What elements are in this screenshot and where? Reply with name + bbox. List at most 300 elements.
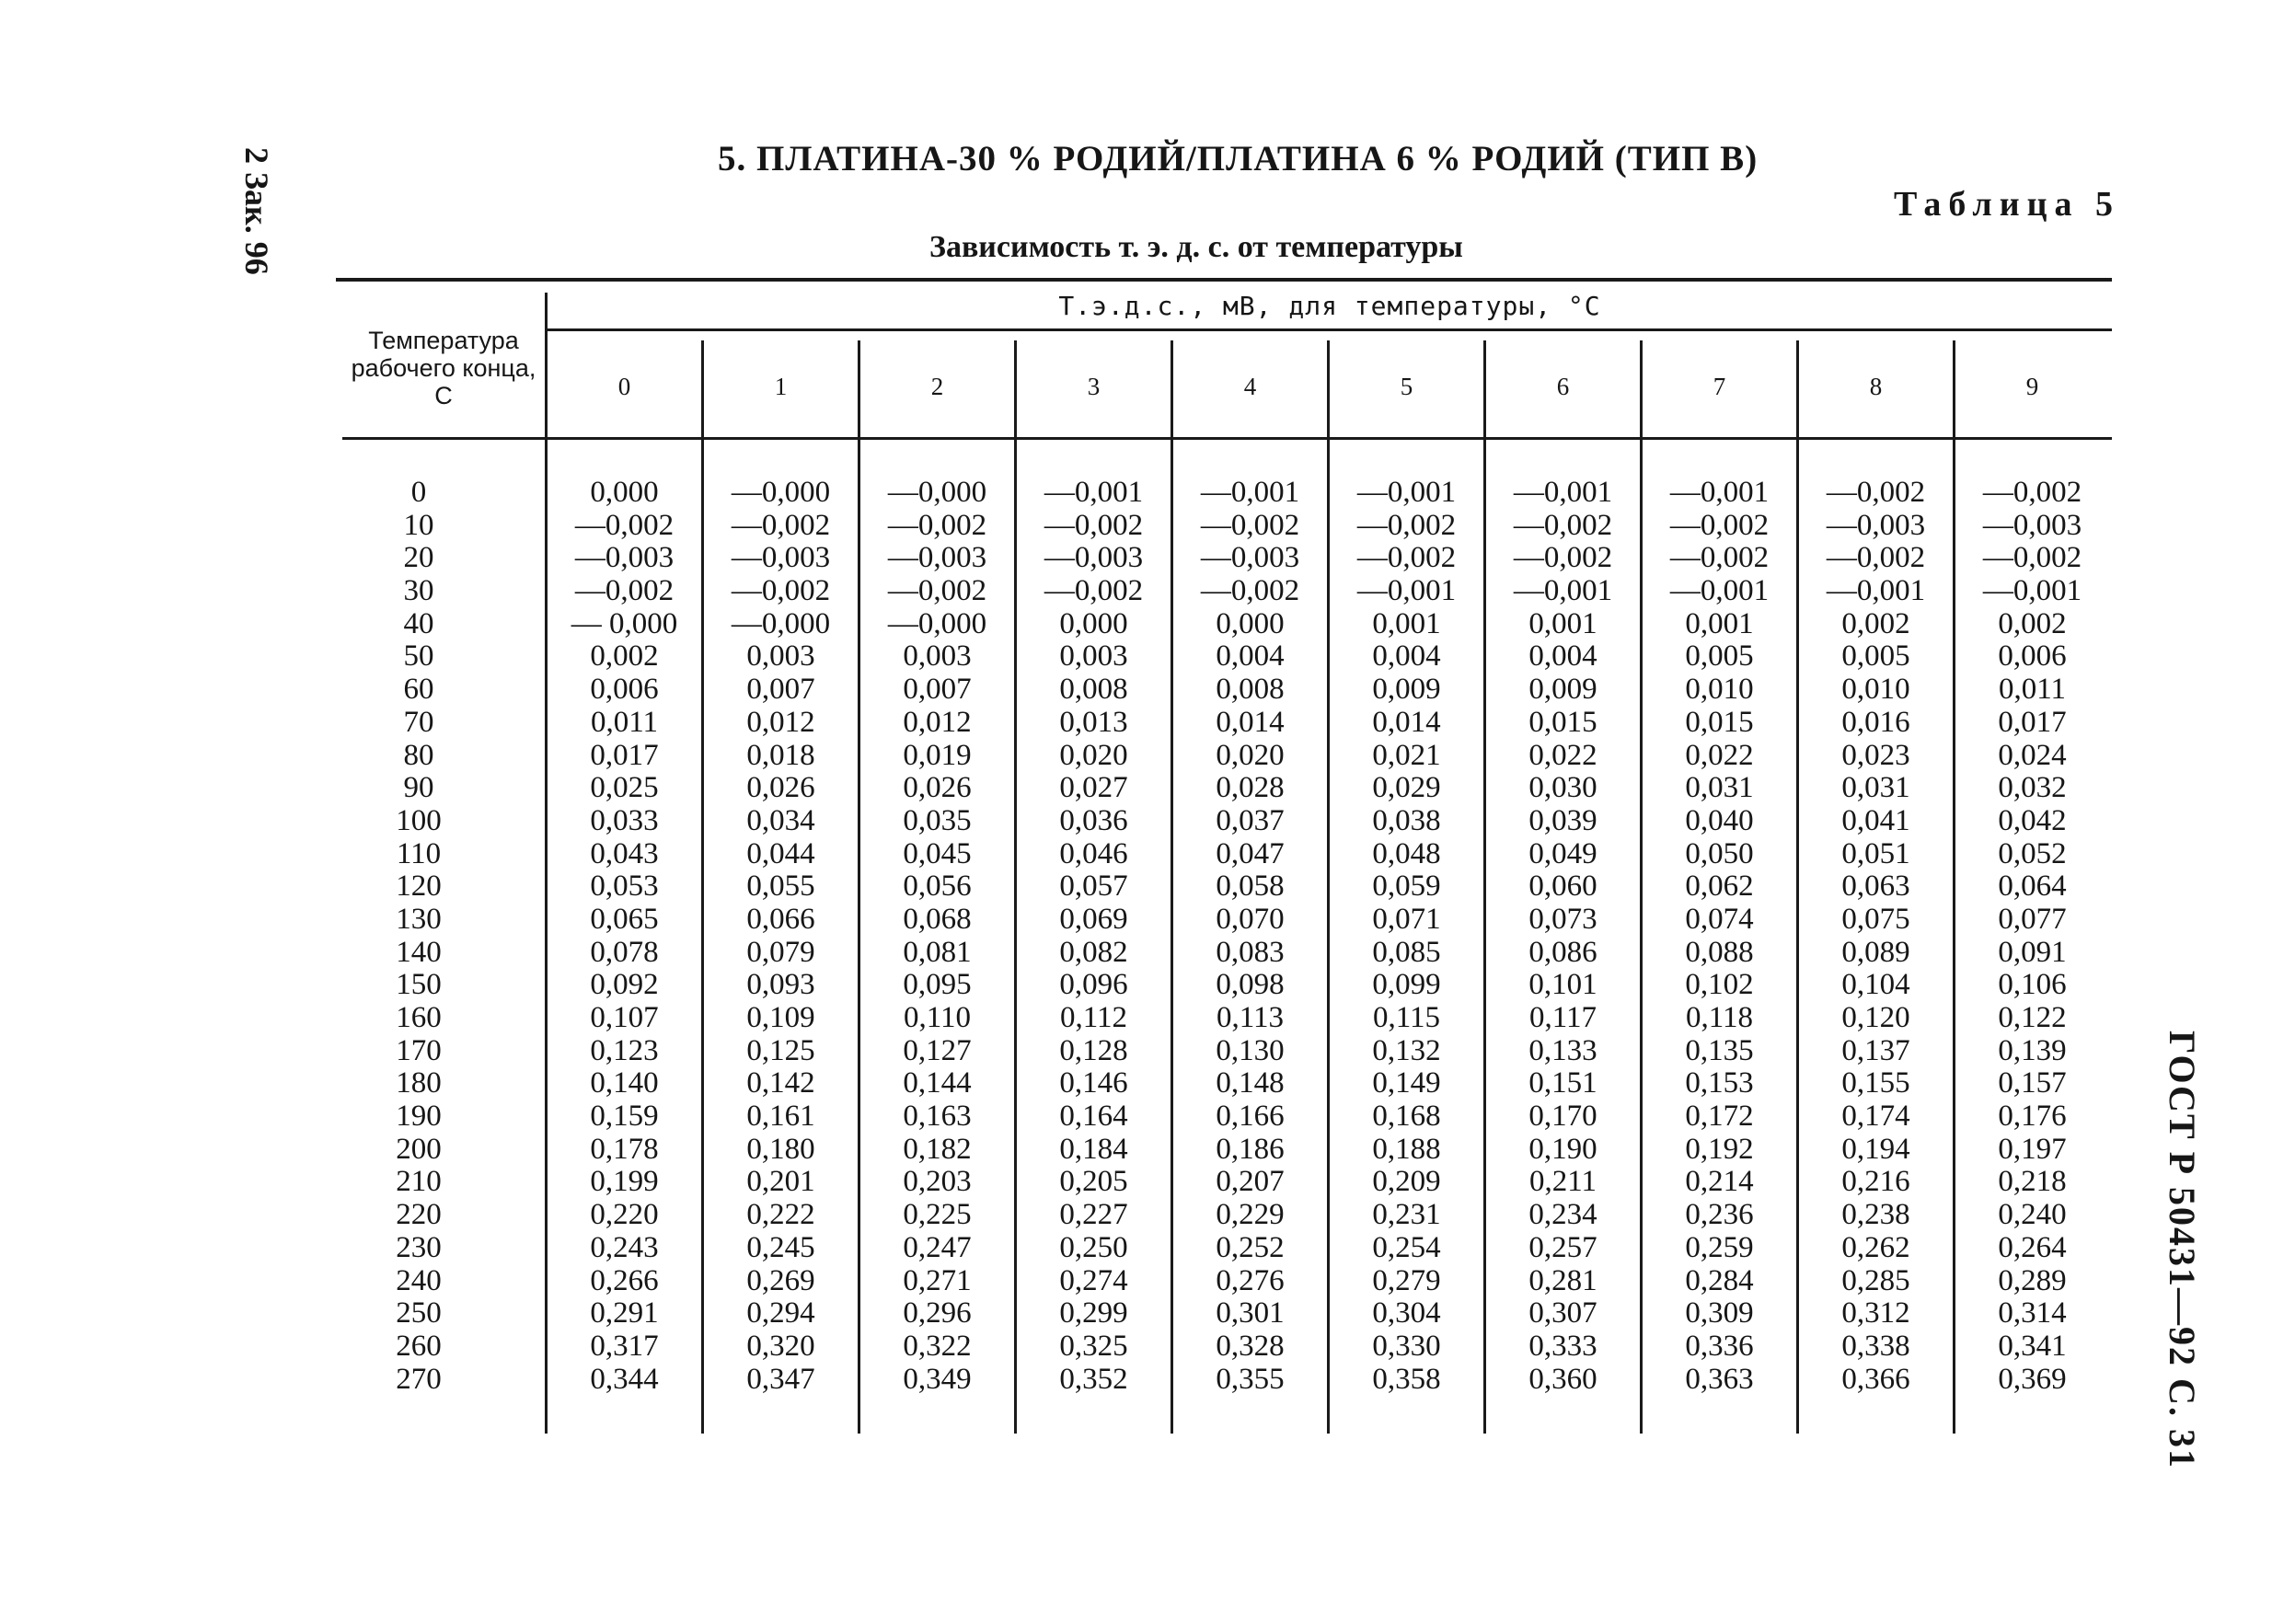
table-cell: 0,012 [903, 705, 972, 739]
table-cell: 0,004 [1216, 639, 1285, 674]
temperature-cell: 120 [396, 870, 442, 904]
table-cell: 0,220 [590, 1198, 659, 1232]
table-cell: 0,285 [1841, 1263, 1910, 1297]
temperature-cell: 80 [403, 738, 434, 772]
table-cell: 0,008 [1059, 673, 1128, 707]
value-column-3 [1017, 477, 1171, 1396]
table-cell: —0,001 [1826, 574, 1926, 608]
standard-reference: ГОСТ Р 50431—92 С. 31 [2162, 1031, 2203, 1469]
table-cell: 0,057 [1059, 870, 1128, 904]
table-cell: 0,009 [1372, 673, 1441, 707]
table-cell: 0,095 [903, 968, 972, 1002]
table-cell: 0,225 [903, 1198, 972, 1232]
table-cell: 0,352 [1059, 1362, 1128, 1396]
column-header-1: 1 [774, 373, 788, 400]
temperature-cell: 200 [396, 1132, 442, 1166]
table-cell: 0,092 [590, 968, 659, 1002]
table-cell: 0,166 [1216, 1100, 1285, 1134]
table-cell: 0,231 [1372, 1198, 1441, 1232]
table-cell: 0,170 [1528, 1100, 1597, 1134]
table-cell: —0,002 [1200, 574, 1300, 608]
table-cell: 0,025 [590, 771, 659, 805]
table-cell: 0,029 [1372, 771, 1441, 805]
table-cell: 0,010 [1685, 673, 1754, 707]
value-column-5 [1330, 477, 1483, 1396]
table-cell: —0,003 [1200, 541, 1300, 575]
table-cell: 0,001 [1372, 606, 1441, 640]
table-cell: 0,301 [1216, 1296, 1285, 1330]
table-cell: —0,002 [1982, 476, 2082, 509]
table-cell: 0,264 [1998, 1230, 2067, 1264]
span-header: Т.э.д.с., мВ, для температуры, °С [1058, 291, 1601, 321]
temperature-column [363, 477, 474, 1396]
table-cell: 0,034 [746, 803, 815, 837]
column-header-5: 5 [1400, 373, 1413, 400]
table-cell: 0,182 [903, 1132, 972, 1166]
table-cell: 0,184 [1059, 1132, 1128, 1166]
value-column-7 [1643, 477, 1796, 1396]
header-bottom-rule [342, 437, 2112, 440]
table-cell: 0,038 [1372, 803, 1441, 837]
table-cell: 0,314 [1998, 1296, 2067, 1330]
table-cell: 0,110 [903, 1001, 972, 1034]
table-cell: —0,001 [1200, 476, 1300, 509]
table-cell: 0,022 [1685, 738, 1754, 772]
table-cell: —0,002 [887, 574, 987, 608]
column-header-6: 6 [1556, 373, 1570, 400]
table-cell: 0,056 [903, 870, 972, 904]
table-top-rule [336, 278, 2112, 282]
temperature-cell: 190 [396, 1100, 442, 1134]
table-cell: 0,011 [590, 705, 659, 739]
temperature-cell: 10 [403, 508, 434, 542]
table-cell: 0,291 [590, 1296, 659, 1330]
table-cell: 0,052 [1998, 836, 2067, 870]
table-cell: —0,002 [1826, 541, 1926, 575]
table-cell: —0,002 [731, 508, 831, 542]
table-cell: 0,180 [746, 1132, 815, 1166]
table-cell: 0,157 [1998, 1066, 2067, 1100]
table-cell: 0,144 [903, 1066, 972, 1100]
span-header-rule [548, 328, 2112, 331]
column-header-2: 2 [930, 373, 944, 400]
table-cell: 0,296 [903, 1296, 972, 1330]
table-cell: 0,117 [1528, 1001, 1597, 1034]
table-cell: 0,355 [1216, 1362, 1285, 1396]
table-cell: 0,192 [1685, 1132, 1754, 1166]
table-cell: 0,068 [903, 902, 972, 936]
table-cell: 0,123 [590, 1033, 659, 1067]
table-cell: 0,135 [1685, 1033, 1754, 1067]
table-cell: 0,033 [590, 803, 659, 837]
table-cell: 0,001 [1528, 606, 1597, 640]
table-cell: 0,101 [1528, 968, 1597, 1002]
table-cell: 0,294 [746, 1296, 815, 1330]
table-cell: 0,018 [746, 738, 815, 772]
value-column-1 [704, 477, 858, 1396]
column-header-3: 3 [1087, 373, 1101, 400]
table-cell: 0,031 [1685, 771, 1754, 805]
table-cell: 0,083 [1216, 935, 1285, 969]
table-cell: 0,369 [1998, 1362, 2067, 1396]
table-cell: 0,199 [590, 1165, 659, 1199]
section-title: 5. ПЛАТИНА-30 % РОДИЙ/ПЛАТИНА 6 % РОДИЙ (ТИП В) [718, 139, 1759, 179]
table-cell: 0,216 [1841, 1165, 1910, 1199]
table-cell: 0,006 [590, 673, 659, 707]
table-cell: —0,002 [1826, 476, 1926, 509]
value-column-9 [1955, 477, 2109, 1396]
table-cell: 0,009 [1528, 673, 1597, 707]
table-cell: 0,020 [1216, 738, 1285, 772]
table-cell: 0,322 [903, 1329, 972, 1363]
table-cell: —0,001 [1669, 476, 1770, 509]
table-cell: 0,012 [746, 705, 815, 739]
table-cell: 0,070 [1216, 902, 1285, 936]
table-cell: 0,093 [746, 968, 815, 1002]
table-cell: 0,046 [1059, 836, 1128, 870]
table-cell: 0,079 [746, 935, 815, 969]
table-cell: —0,002 [1356, 508, 1457, 542]
table-cell: 0,085 [1372, 935, 1441, 969]
table-cell: 0,073 [1528, 902, 1597, 936]
table-cell: 0,153 [1685, 1066, 1754, 1100]
table-cell: 0,000 [1216, 606, 1285, 640]
table-cell: 0,017 [1998, 705, 2067, 739]
table-cell: 0,063 [1841, 870, 1910, 904]
table-cell: 0,133 [1528, 1033, 1597, 1067]
table-cell: 0,013 [1059, 705, 1128, 739]
table-cell: 0,058 [1216, 870, 1285, 904]
table-cell: 0,140 [590, 1066, 659, 1100]
table-cell: 0,074 [1685, 902, 1754, 936]
table-cell: —0,003 [731, 541, 831, 575]
table-cell: —0,000 [887, 606, 987, 640]
table-cell: 0,159 [590, 1100, 659, 1134]
table-cell: —0,002 [1513, 508, 1613, 542]
table-cell: 0,317 [590, 1329, 659, 1363]
table-cell: 0,003 [746, 639, 815, 674]
table-cell: 0,325 [1059, 1329, 1128, 1363]
table-cell: 0,269 [746, 1263, 815, 1297]
table-cell: 0,312 [1841, 1296, 1910, 1330]
table-cell: —0,001 [1669, 574, 1770, 608]
table-cell: 0,304 [1372, 1296, 1441, 1330]
table-cell: 0,336 [1685, 1329, 1754, 1363]
table-cell: 0,026 [746, 771, 815, 805]
table-cell: 0,250 [1059, 1230, 1128, 1264]
row-header: Температура рабочего конца, С [351, 327, 536, 409]
temperature-cell: 210 [396, 1165, 442, 1199]
table-cell: —0,000 [731, 476, 831, 509]
table-cell: 0,005 [1685, 639, 1754, 674]
table-cell: 0,016 [1841, 705, 1910, 739]
table-cell: 0,333 [1528, 1329, 1597, 1363]
temperature-cell: 170 [396, 1033, 442, 1067]
table-cell: 0,176 [1998, 1100, 2067, 1134]
table-cell: 0,118 [1685, 1001, 1754, 1034]
table-cell: —0,001 [1513, 574, 1613, 608]
table-cell: 0,245 [746, 1230, 815, 1264]
table-cell: 0,262 [1841, 1230, 1910, 1264]
table-cell: 0,358 [1372, 1362, 1441, 1396]
table-cell: 0,030 [1528, 771, 1597, 805]
temperature-cell: 60 [403, 673, 434, 707]
table-cell: 0,089 [1841, 935, 1910, 969]
table-cell: —0,000 [887, 476, 987, 509]
table-cell: 0,151 [1528, 1066, 1597, 1100]
table-cell: 0,347 [746, 1362, 815, 1396]
table-cell: 0,102 [1685, 968, 1754, 1002]
table-cell: —0,003 [574, 541, 675, 575]
table-cell: 0,190 [1528, 1132, 1597, 1166]
table-cell: 0,041 [1841, 803, 1910, 837]
table-cell: —0,001 [1513, 476, 1613, 509]
table-cell: 0,254 [1372, 1230, 1441, 1264]
table-cell: —0,001 [1356, 476, 1457, 509]
temperature-cell: 130 [396, 902, 442, 936]
table-cell: 0,104 [1841, 968, 1910, 1002]
table-cell: 0,174 [1841, 1100, 1910, 1134]
table-cell: —0,000 [731, 606, 831, 640]
temperature-cell: 30 [403, 574, 434, 608]
table-cell: 0,002 [1998, 606, 2067, 640]
value-column-0 [548, 477, 701, 1396]
table-cell: 0,048 [1372, 836, 1441, 870]
table-cell: —0,001 [1044, 476, 1144, 509]
table-cell: 0,001 [1685, 606, 1754, 640]
table-cell: 0,161 [746, 1100, 815, 1134]
table-cell: 0,252 [1216, 1230, 1285, 1264]
table-cell: 0,066 [746, 902, 815, 936]
order-note: 2 Зак. 96 [238, 147, 275, 275]
table-cell: —0,002 [1669, 508, 1770, 542]
table-cell: 0,091 [1998, 935, 2067, 969]
table-cell: 0,320 [746, 1329, 815, 1363]
table-cell: —0,002 [574, 574, 675, 608]
table-cell: 0,113 [1216, 1001, 1285, 1034]
table-cell: —0,001 [1982, 574, 2082, 608]
table-cell: 0,014 [1372, 705, 1441, 739]
table-cell: 0,036 [1059, 803, 1128, 837]
table-cell: —0,003 [1982, 508, 2082, 542]
table-cell: 0,062 [1685, 870, 1754, 904]
table-cell: 0,002 [1841, 606, 1910, 640]
table-cell: 0,122 [1998, 1001, 2067, 1034]
table-cell: 0,299 [1059, 1296, 1128, 1330]
table-cell: 0,039 [1528, 803, 1597, 837]
table-cell: 0,266 [590, 1263, 659, 1297]
temperature-cell: 100 [396, 803, 442, 837]
table-cell: 0,209 [1372, 1165, 1441, 1199]
table-cell: 0,019 [903, 738, 972, 772]
table-cell: 0,081 [903, 935, 972, 969]
table-cell: 0,164 [1059, 1100, 1128, 1134]
temperature-cell: 240 [396, 1263, 442, 1297]
table-cell: 0,015 [1685, 705, 1754, 739]
table-cell: 0,007 [746, 673, 815, 707]
table-cell: 0,279 [1372, 1263, 1441, 1297]
table-cell: 0,115 [1372, 1001, 1441, 1034]
table-cell: 0,259 [1685, 1230, 1754, 1264]
table-cell: 0,107 [590, 1001, 659, 1034]
table-cell: —0,002 [731, 574, 831, 608]
temperature-cell: 70 [403, 705, 434, 739]
table-cell: 0,148 [1216, 1066, 1285, 1100]
temperature-cell: 140 [396, 935, 442, 969]
table-cell: 0,106 [1998, 968, 2067, 1002]
table-cell: 0,330 [1372, 1329, 1441, 1363]
table-cell: 0,000 [590, 476, 659, 509]
temperature-cell: 220 [396, 1198, 442, 1232]
table-cell: 0,020 [1059, 738, 1128, 772]
column-header-7: 7 [1713, 373, 1726, 400]
table-cell: 0,017 [590, 738, 659, 772]
table-cell: 0,120 [1841, 1001, 1910, 1034]
table-cell: 0,344 [590, 1362, 659, 1396]
table-cell: 0,149 [1372, 1066, 1441, 1100]
table-cell: 0,227 [1059, 1198, 1128, 1232]
table-cell: 0,207 [1216, 1165, 1285, 1199]
column-header-4: 4 [1243, 373, 1257, 400]
table-cell: 0,276 [1216, 1263, 1285, 1297]
table-cell: 0,236 [1685, 1198, 1754, 1232]
table-label: Таблица 5 [1893, 185, 2120, 224]
table-cell: 0,289 [1998, 1263, 2067, 1297]
column-header-0: 0 [617, 373, 631, 400]
table-cell: 0,309 [1685, 1296, 1754, 1330]
table-cell: 0,031 [1841, 771, 1910, 805]
table-cell: 0,163 [903, 1100, 972, 1134]
table-cell: 0,130 [1216, 1033, 1285, 1067]
table-cell: 0,040 [1685, 803, 1754, 837]
table-cell: 0,201 [746, 1165, 815, 1199]
table-cell: 0,197 [1998, 1132, 2067, 1166]
table-cell: 0,139 [1998, 1033, 2067, 1067]
table-cell: 0,005 [1841, 639, 1910, 674]
temperature-cell: 90 [403, 771, 434, 805]
table-cell: —0,002 [887, 508, 987, 542]
table-cell: —0,002 [574, 508, 675, 542]
table-cell: — 0,000 [571, 606, 678, 640]
table-cell: 0,035 [903, 803, 972, 837]
table-cell: 0,003 [1059, 639, 1128, 674]
table-cell: 0,271 [903, 1263, 972, 1297]
table-cell: 0,218 [1998, 1165, 2067, 1199]
table-cell: 0,026 [903, 771, 972, 805]
table-cell: 0,238 [1841, 1198, 1910, 1232]
table-cell: 0,155 [1841, 1066, 1910, 1100]
table-cell: 0,014 [1216, 705, 1285, 739]
table-cell: 0,098 [1216, 968, 1285, 1002]
table-cell: 0,015 [1528, 705, 1597, 739]
table-cell: —0,002 [1669, 541, 1770, 575]
temperature-cell: 270 [396, 1362, 442, 1396]
temperature-cell: 0 [410, 476, 427, 509]
table-cell: 0,284 [1685, 1263, 1754, 1297]
table-cell: 0,214 [1685, 1165, 1754, 1199]
table-cell: 0,060 [1528, 870, 1597, 904]
table-cell: 0,341 [1998, 1329, 2067, 1363]
table-cell: 0,024 [1998, 738, 2067, 772]
table-cell: 0,086 [1528, 935, 1597, 969]
table-cell: 0,044 [746, 836, 815, 870]
table-cell: —0,002 [1356, 541, 1457, 575]
table-cell: 0,188 [1372, 1132, 1441, 1166]
table-cell: 0,045 [903, 836, 972, 870]
table-cell: 0,065 [590, 902, 659, 936]
table-caption: Зависимость т. э. д. с. от температуры [929, 230, 1463, 264]
temperature-cell: 20 [403, 541, 434, 575]
table-cell: 0,051 [1841, 836, 1910, 870]
temperature-cell: 180 [396, 1066, 442, 1100]
table-cell: 0,328 [1216, 1329, 1285, 1363]
table-cell: 0,366 [1841, 1362, 1910, 1396]
table-cell: 0,243 [590, 1230, 659, 1264]
table-cell: 0,137 [1841, 1033, 1910, 1067]
table-cell: —0,003 [1826, 508, 1926, 542]
value-column-4 [1173, 477, 1327, 1396]
table-cell: 0,002 [590, 639, 659, 674]
table-cell: 0,008 [1216, 673, 1285, 707]
table-cell: 0,023 [1841, 738, 1910, 772]
table-cell: 0,000 [1059, 606, 1128, 640]
table-cell: 0,055 [746, 870, 815, 904]
table-cell: 0,064 [1998, 870, 2067, 904]
table-cell: 0,021 [1372, 738, 1441, 772]
temperature-cell: 50 [403, 639, 434, 674]
table-cell: 0,349 [903, 1362, 972, 1396]
table-cell: 0,047 [1216, 836, 1285, 870]
table-cell: 0,274 [1059, 1263, 1128, 1297]
table-cell: 0,069 [1059, 902, 1128, 936]
table-cell: 0,128 [1059, 1033, 1128, 1067]
table-cell: 0,203 [903, 1165, 972, 1199]
table-cell: —0,002 [1513, 541, 1613, 575]
table-cell: 0,010 [1841, 673, 1910, 707]
temperature-cell: 250 [396, 1296, 442, 1330]
table-cell: 0,234 [1528, 1198, 1597, 1232]
table-cell: 0,146 [1059, 1066, 1128, 1100]
table-cell: 0,004 [1528, 639, 1597, 674]
table-cell: 0,022 [1528, 738, 1597, 772]
table-cell: 0,011 [1998, 673, 2067, 707]
temperature-cell: 40 [403, 606, 434, 640]
table-cell: 0,042 [1998, 803, 2067, 837]
value-column-2 [860, 477, 1014, 1396]
table-cell: 0,307 [1528, 1296, 1597, 1330]
temperature-cell: 160 [396, 1001, 442, 1034]
temperature-cell: 110 [396, 836, 442, 870]
temperature-cell: 150 [396, 968, 442, 1002]
table-cell: 0,363 [1685, 1362, 1754, 1396]
table-cell: 0,229 [1216, 1198, 1285, 1232]
table-cell: 0,082 [1059, 935, 1128, 969]
table-cell: 0,222 [746, 1198, 815, 1232]
table-cell: 0,247 [903, 1230, 972, 1264]
table-cell: 0,186 [1216, 1132, 1285, 1166]
column-header-9: 9 [2025, 373, 2039, 400]
table-cell: 0,240 [1998, 1198, 2067, 1232]
table-cell: 0,125 [746, 1033, 815, 1067]
table-cell: 0,172 [1685, 1100, 1754, 1134]
table-cell: 0,077 [1998, 902, 2067, 936]
table-cell: 0,049 [1528, 836, 1597, 870]
table-cell: 0,004 [1372, 639, 1441, 674]
table-cell: —0,003 [1044, 541, 1144, 575]
table-cell: 0,096 [1059, 968, 1128, 1002]
value-column-6 [1486, 477, 1640, 1396]
table-cell: 0,338 [1841, 1329, 1910, 1363]
